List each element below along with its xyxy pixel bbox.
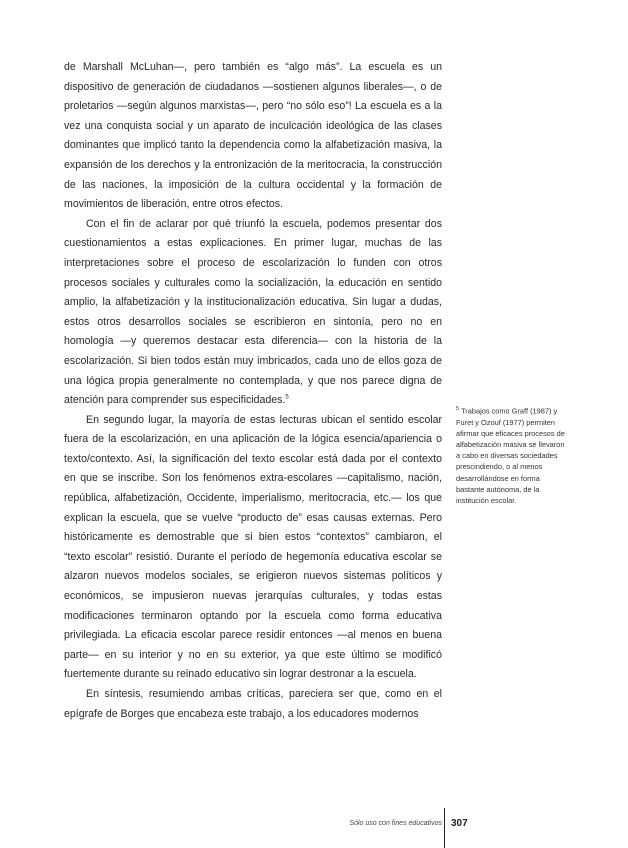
- sidenote-text: Trabajos como Graff (1987) y Furet y Ozouf (1977) permiten afirmar que eficaces procesos de alfabetización masiva se llevaron a cabo en diversas sociedades prescindiendo, o al menos desarrollándose en forma bastante autónoma, de la institución escolar.: [456, 406, 565, 506]
- main-text: [64, 58, 442, 724]
- paragraph-2: [64, 215, 442, 411]
- paragraph-3: En segundo lugar, la mayoría de estas lecturas ubican el sentido escolar fuera de la escolarización, en una aplicación de la lógica esencia/apariencia o texto/contexto. Así, la significación del texto escolar está dada por el contexto en que se inscribe. Son los fenómenos extra-escolares —capitalismo, nación, república, alfabetización, Occidente, imperialismo, meritocracia, etc.— los que explican la escuela, que se vuelve “producto de” esas causas externas. Pero históricamente es demostrable que si bien estos “contextos” cambiaron, el “texto escolar” resistió. Durante el período de hegemonía educativa escolar se alzaron nuevos modelos sociales, se erigieron nuevos sistemas políticos y económicos, se impusieron nuevas jerarquías culturales, y todas estas modificaciones terminaron optando por la escuela como forma educativa privilegiada. La eficacia escolar parece residir entonces —al menos en buena parte— en su interior y no en su exterior, ya que este último se modificó fuertemente durante su reinado educativo sin lograr destronar a la escuela.: [64, 413, 442, 681]
- sidenote-number: 5: [456, 406, 460, 412]
- page-number: 307: [451, 818, 468, 829]
- paragraph-1: de Marshall McLuhan—, pero también es “algo más”. La escuela es un dispositivo de generación de ciudadanos —sostienen algunos liberales—, o de proletarios —según algunos marxistas—, pero “no sólo eso”! La escuela es a la vez una conquista social y un aparato de inculcación ideológica de las clases dominantes que implicó tanto la dependencia como la alfabetización masiva, la expansión de los derechos y la entronización de la meritocracia, la construcción de las naciones, la imposición de la cultura occidental y la formación de movimientos de liberación, entre otros efectos.: [64, 61, 442, 211]
- footnote-ref-5: 5: [285, 394, 289, 401]
- sidenote-5: [456, 404, 568, 506]
- footer-note: Sólo uso con fines educativos: [349, 820, 442, 827]
- footer-divider: [444, 808, 445, 848]
- paragraph-4: En síntesis, resumiendo ambas críticas, pareciera ser que, como en el epígrafe de Borges que encabeza este trabajo, a los educadores modernos: [64, 688, 442, 720]
- paragraph-2-text: Con el fin de aclarar por qué triunfó la escuela, podemos presentar dos cuestionamientos a estas explicaciones. En primer lugar, muchas de las interpretaciones sobre el proceso de escolarización lo funden con otros procesos sociales y culturales como la socialización, la educación en sentido amplio, la alfabetización y la institucionalización educativa. Sin lugar a dudas, estos otros desarrollos sociales se escribieron en sintonía, pero no en homología —y queremos destacar esta diferencia— con la historia de la escolarización. Si bien todos están muy imbricados, cada uno de ellos goza de una lógica propia generalmente no contemplada, y que nos parece digna de atención para comprender sus especificidades.: [64, 217, 442, 407]
